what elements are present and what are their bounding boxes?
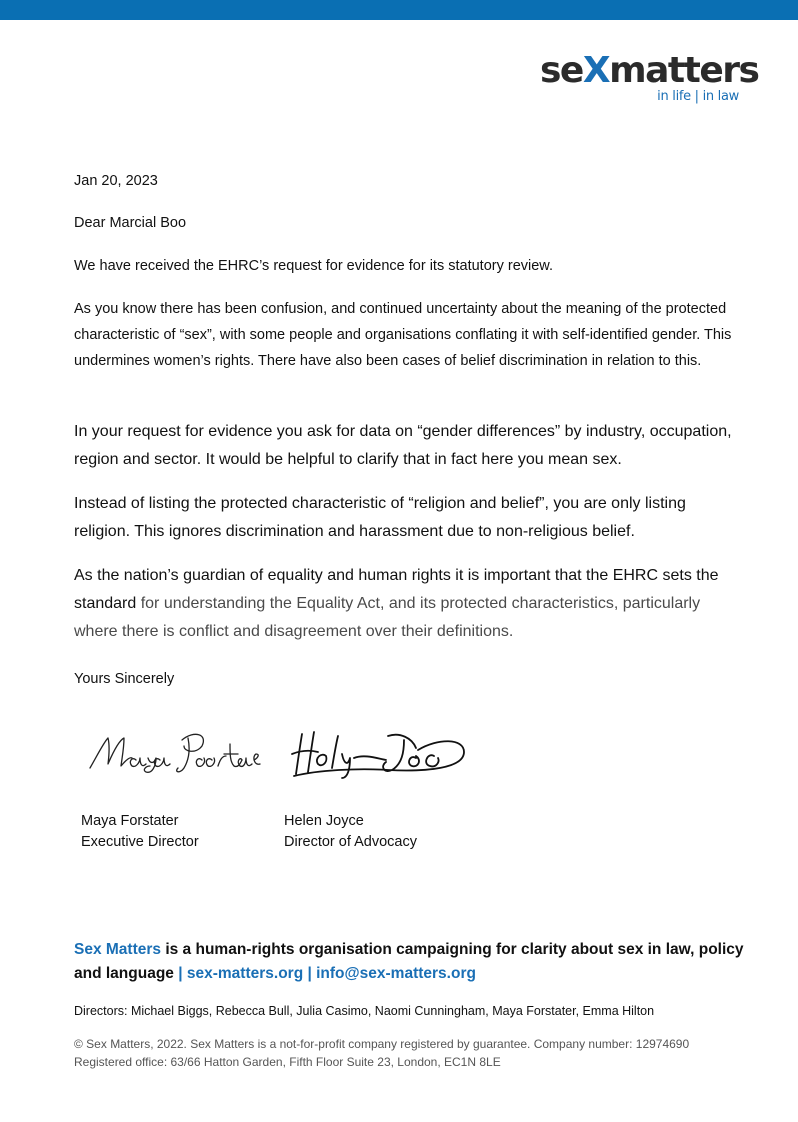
footer-mission: Sex Matters is a human-rights organisation campaigning for clarity about sex in law, policy and language | sex-matters.org | info@sex-matters.org	[74, 941, 744, 982]
logo-tagline: in life | in law	[657, 89, 739, 104]
paragraph-intro: We have received the EHRC’s request for evidence for its statutory review.	[74, 258, 553, 274]
letter-salutation: Dear Marcial Boo	[74, 215, 187, 231]
footer-directors: Directors: Michael Biggs, Rebecca Bull, Julia Casimo, Naomi Cunningham, Maya Forstater, Emma Hilton	[74, 1004, 655, 1018]
sex-matters-logo	[540, 50, 759, 108]
letter-date: Jan 20, 2023	[74, 173, 158, 189]
paragraph-sex-confusion: As you know there has been confusion, and continued uncertainty about the meaning of the protected characteristic of “sex”, with some people and organisations conflating it with self-identified gender. This undermines women’s rights. There have also been cases of belief discrimination in relation to this.	[74, 301, 732, 369]
signatory-name: Helen Joyce	[284, 813, 364, 829]
paragraph-equality-act: As the nation’s guardian of equality and human rights it is important that the EHRC sets the standard for understanding the Equality Act, and its protected characteristics, particularly where there is conflict and disagreement over their definitions.	[74, 567, 719, 640]
email-link[interactable]: info@sex-matters.org	[316, 965, 476, 982]
sign-off: Yours Sincerely	[74, 671, 175, 687]
paragraph-religion-belief: Instead of listing the protected characteristic of “religion and belief”, you are only listing religion. This ignores discrimination and harassment due to non-religious belief.	[74, 495, 686, 540]
logo-wordmark: seXmatters	[540, 50, 759, 91]
paragraph-gender-differences: In your request for evidence you ask for data on “gender differences” by industry, occupation, region and sector. It would be helpful to clarify that in fact here you mean sex.	[74, 423, 732, 468]
header-bar	[0, 0, 798, 20]
footer-copyright: © Sex Matters, 2022. Sex Matters is a not-for-profit company registered by guarantee. Company number: 12974690	[74, 1037, 690, 1051]
signatory-helen-joyce	[284, 811, 417, 853]
signatory-title: Executive Director	[81, 834, 199, 850]
org-name: Sex Matters	[74, 941, 162, 958]
signature-maya-forstater	[84, 724, 264, 774]
website-link[interactable]: sex-matters.org	[186, 965, 304, 982]
signatory-title: Director of Advocacy	[284, 834, 417, 850]
signatory-maya-forstater	[81, 811, 199, 853]
signature-helen-joyce	[288, 724, 468, 780]
footer-registered-office: Registered office: 63/66 Hatton Garden, Fifth Floor Suite 23, London, EC1N 8LE	[74, 1055, 501, 1069]
signatory-name: Maya Forstater	[81, 813, 179, 829]
